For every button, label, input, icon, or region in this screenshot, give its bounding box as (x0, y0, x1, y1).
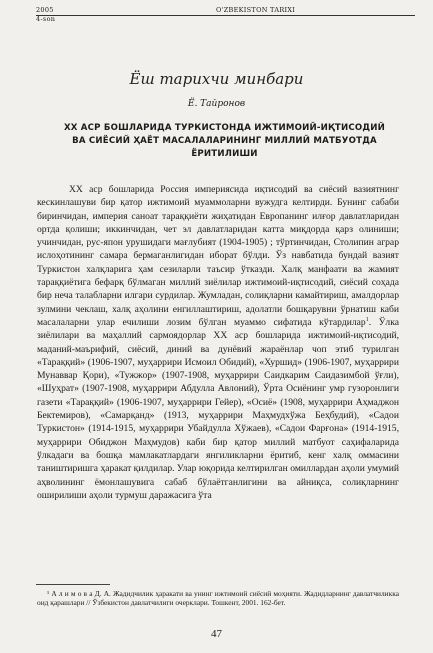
header-issue: 4-son (36, 15, 56, 23)
article-body (37, 183, 399, 502)
body-paragraph (37, 183, 399, 502)
author-name: Ё. Тайронов (187, 99, 246, 109)
body-text-cont: . Ўлка зиёлилари ва маҳаллий сармоядорлар ХХ аср бошларида ижтимоий-иқтисодий, маданий-маърифий, сиёсий, диний ва дунёвий жараёнлар чоп этиб турилган «Тараққий» (1906-1907, муҳаррири Исмоил Обидий), «Хуршид» (1906-1907, муҳаррири Мунаввар Қори), «Тужжор» (1907-1908, муҳаррири Саидкарим Саидазимбой ўғли), «Шуҳрат» (1907-1908, муҳаррири Абдулла Авлоний), Ўрта Осиёнинг умр гузоронлиги газети «Тараққий» (1906-1907, муҳаррири Гейер), «Осиё» (1908, муҳаррири Аҳмаджон Бектемиров), «Самарқанд» (1913, муҳаррири Маҳмудхўжа Беҳбудий), «Садои Туркистон» (1914-1915, муҳаррири Убайдулла Хўжаев), «Садои Фарғона» (1914-1915, муҳаррири Обиджон Маҳмудов) каби бир қатор миллий матбуот саҳифаларида ўлкадаги ва бошқа мамлакатлардаги янгиликларни ёритиб, кенг халқ оммасини таништиришга ҳаракат қилдилар. Улар юқорида келтирилган омиллардан аҳоли умумий аҳволининг ёмонлашувига сабаб бўлаётганлигини ва айниқса, солиқларнинг оширилиши аҳоли турмуш даражасига ўта (37, 316, 399, 501)
section-title: Ёш тарихчи минбари (129, 70, 304, 88)
footnote-rule (36, 584, 110, 585)
body-text: ХХ аср бошларида Россия империясида иқтисодий ва сиёсий вазиятнинг кескинлашуви бир қатор ижтимоий муаммоларни вужудга келтирди. Бунинг сабаби биринчидан, империя саноат тараққиёти жиҳатидан Европанинг илғор давлатларидан ортда қолиши; иккинчидан, чет эл давлатларидан катта миқдорда қарз олиниши; учинчидан, рус-япон урушидаги мағлубият (1904-1905) ; тўртинчидан, Столипин аграр ислоҳотининг самара бермаганлигидан иборат бўлди. Ўз навбатида бундай вазият Туркистон халқларига ҳам сезиларли таъсир ўтказди. Халқ манфаати ва жамият тараққиётига бефарқ бўлмаган миллий зиёлилар ижтимоий-иқтисодий, сиёсий соҳада бир неча талабларни илгари сурдилар. Жумладан, солиқларни камайтириш, амалдорлар зулмини чеклаш, халқ аҳолини енгиллаштириш, адолатли бошқарувни ўрнатиш каби масалаларни улар ечилиши лозим бўлган муаммо сифатида кўтардилар (37, 184, 399, 328)
header-rule (36, 15, 415, 16)
header-year: 2005 (36, 6, 54, 14)
footnote-text: ¹ А л и м о в а Д. А. Жадидчилик ҳаракати ва унинг ижтимоий сиёсий моҳияти. Жадидларнинг давлатчиликка оид қарашлари // Ўзбекистон давлатчилиги очерклари. Тошкент, 2001. 162-бет. (37, 589, 399, 608)
footnote (37, 589, 399, 608)
article-title: ХХ АСР БОШЛАРИДА ТУРКИСТОНДА ИЖТИМОИЙ-ИҚТИСОДИЙ ВА СИЁСИЙ ҲАЁТ МАСАЛАЛАРИНИНГ МИЛЛИЙ МАТБУОТДА ЁРИТИЛИШИ (63, 123, 386, 159)
page-number: 47 (211, 628, 222, 640)
header-journal-name: O'ZBEKISTON TARIXI (216, 6, 296, 14)
footnote-ref: 1 (365, 316, 369, 323)
